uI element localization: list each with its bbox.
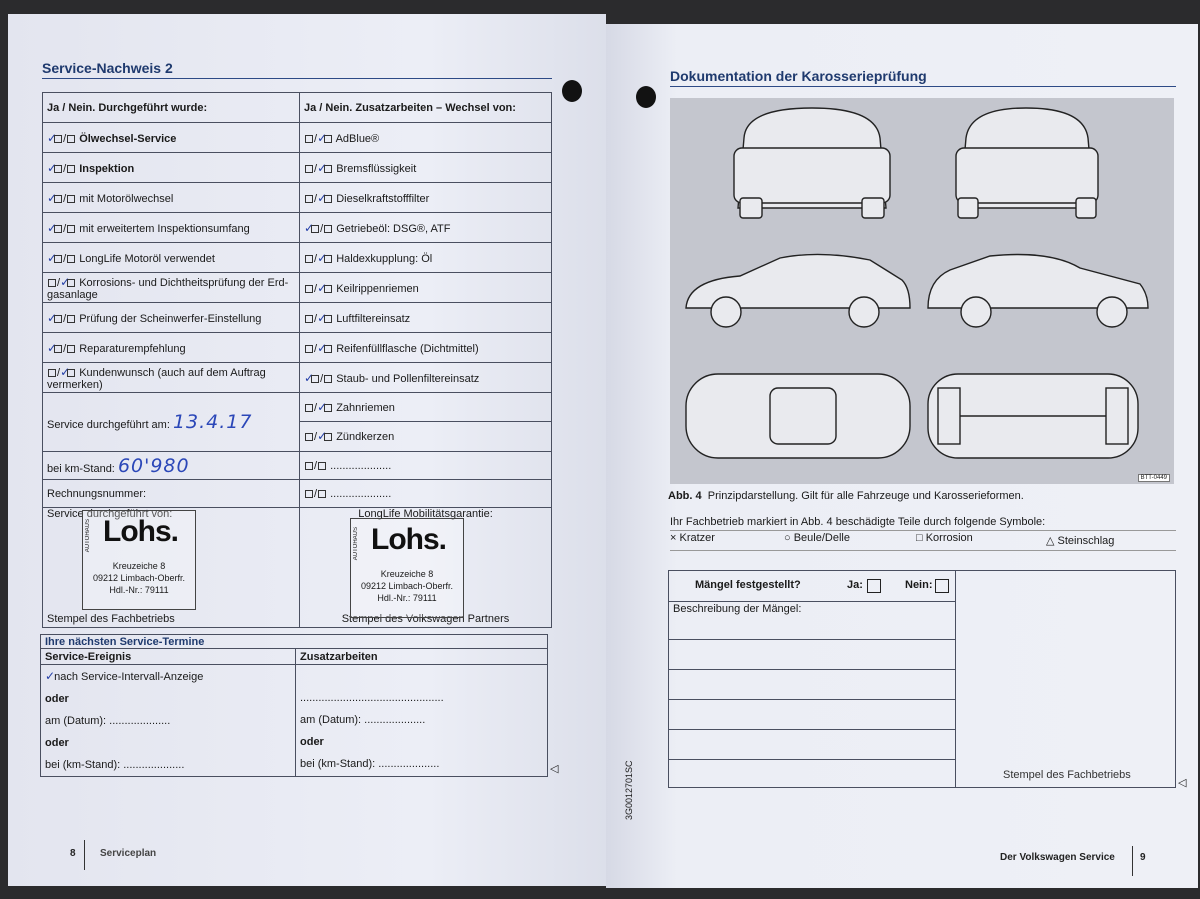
next-title: Ihre nächsten Service-Termine [41,635,548,649]
left-title: Service-Nachweis 2 [42,60,173,76]
car-diagram[interactable] [670,98,1174,484]
symbols-rule [670,530,1176,531]
row-left-2[interactable]: ✓ / Inspektion [43,153,300,183]
row-left-5[interactable]: ✓ / LongLife Motoröl verwendet [43,243,300,273]
figure-code: BTT-0449 [1138,474,1170,482]
defects-question: Mängel festgestellt? [695,579,801,591]
row-left-1[interactable]: ✓ / Ölwechsel-Service [43,123,300,153]
row-right-3[interactable]: /✓ Dieselkraftstofffilter [300,183,552,213]
row-right-13[interactable]: / .................... [300,480,552,508]
row-right-5[interactable]: /✓ Haldexkupplung: Öl [300,243,552,273]
next-col2: Zusatzarbeiten [296,649,548,665]
next-col1: Service-Ereignis [41,649,296,665]
triangle-marker-right: ◁ [1178,777,1187,789]
row-right-1[interactable]: /✓ AdBlue® [300,123,552,153]
next-service-table [40,634,548,777]
row-left-4[interactable]: ✓ / mit erweitertem Inspektionsumfang [43,213,300,243]
row-right-4[interactable]: ✓ / Getriebeöl: DSG®, ATF [300,213,552,243]
defects-lines[interactable] [669,601,956,787]
right-title: Dokumentation der Karosserieprüfung [670,68,927,84]
left-footer: Serviceplan [100,848,157,859]
stamp-left-cell: Service durchgeführt von: Stempel des Fachbetriebs [43,508,300,628]
symbol-stonechip: △ Steinschlag [1046,535,1115,547]
invoice-cell[interactable]: Rechnungsnummer: [43,480,300,508]
row-left-9[interactable]: /✓ Kundenwunsch (auch auf dem Auftrag vermerken) [43,363,300,393]
row-right-12[interactable]: / .................... [300,452,552,480]
stamp-right-cell: LongLife Mobilitätsgarantie: Stempel des Volkswagen Partners [300,508,552,628]
defects-desc-label: Beschreibung der Mängel: [673,603,802,615]
symbols-rule-bottom [670,550,1176,551]
row-left-6[interactable]: /✓ Korrosions- und Dichtheitsprüfung der Erd-gasanlage [43,273,300,303]
punch-hole [562,80,582,102]
row-right-8[interactable]: /✓ Reifenfüllflasche (Dichtmittel) [300,333,552,363]
service-date-value: 13.4.17 [172,411,253,433]
car-outlines [670,98,1174,484]
km-value: 60'980 [117,454,190,477]
service-date-cell[interactable] [43,393,300,452]
right-page-number: 9 [1140,852,1146,863]
punch-hole [636,86,656,108]
dealer-stamp-left: AUTOHAUS Lohs. Kreuzeiche 8 09212 Limbach-Oberfr. Hdl.-Nr.: 79111 [82,510,196,610]
ja-checkbox[interactable] [867,579,881,593]
footer-divider [84,840,85,870]
row-left-7[interactable]: ✓ / Prüfung der Scheinwerfer-Einstellung [43,303,300,333]
service-date-label: Service durchgeführt am: [47,419,170,431]
col-right-header: Ja / Nein. Zusatzarbeiten – Wechsel von: [300,93,552,123]
row-right-7[interactable]: /✓ Luftfiltereinsatz [300,303,552,333]
figure-caption: Abb. 4 Prinzipdarstellung. Gilt für alle Fahrzeuge und Karosserieformen. [668,490,1024,502]
symbol-scratch: × Kratzer [670,532,715,544]
nein-checkbox[interactable] [935,579,949,593]
defects-box [668,570,1176,788]
row-right-9[interactable]: ✓ / Staub- und Pollenfiltereinsatz [300,363,552,393]
row-right-2[interactable]: /✓ Bremsflüssigkeit [300,153,552,183]
left-page-number: 8 [70,848,76,859]
next-col2-body[interactable]: ............................................... am (Datum): .................... oder bei (km-Stand): .................... [296,665,548,777]
nein-label: Nein: [905,579,933,591]
row-left-3[interactable]: ✓ / mit Motorölwechsel [43,183,300,213]
row-right-10-11: /✓ Zahnriemen /✓ Zündkerzen [300,393,552,452]
vertical-code: 3G0012701SC [624,760,634,820]
next-col1-body[interactable]: ✓ nach Service-Intervall-Anzeige oder am (Datum): .................... oder bei (km-Stand): .................... [41,665,296,777]
right-stamp-caption: Stempel des Fachbetriebs [1003,769,1131,781]
ja-label: Ja: [847,579,863,591]
row-right-6[interactable]: /✓ Keilrippenriemen [300,273,552,303]
km-cell[interactable]: bei km-Stand: 60'980 [43,452,300,480]
col-left-header: Ja / Nein. Durchgeführt wurde: [43,93,300,123]
triangle-marker: ◁ [550,763,559,775]
right-footer: Der Volkswagen Service [1000,852,1115,863]
symbol-dent: ○ Beule/Delle [784,532,850,544]
title-rule [42,78,552,79]
row-left-8[interactable]: ✓ / Reparaturempfehlung [43,333,300,363]
symbol-corrosion: □ Korrosion [916,532,973,544]
title-rule [670,86,1176,87]
dealer-stamp-right: AUTOHAUS Lohs. Kreuzeiche 8 09212 Limbach-Oberfr. Hdl.-Nr.: 79111 [350,518,464,618]
symbols-intro: Ihr Fachbetrieb markiert in Abb. 4 beschädigte Teile durch folgende Symbole: [670,516,1046,528]
footer-divider-right [1132,846,1133,876]
